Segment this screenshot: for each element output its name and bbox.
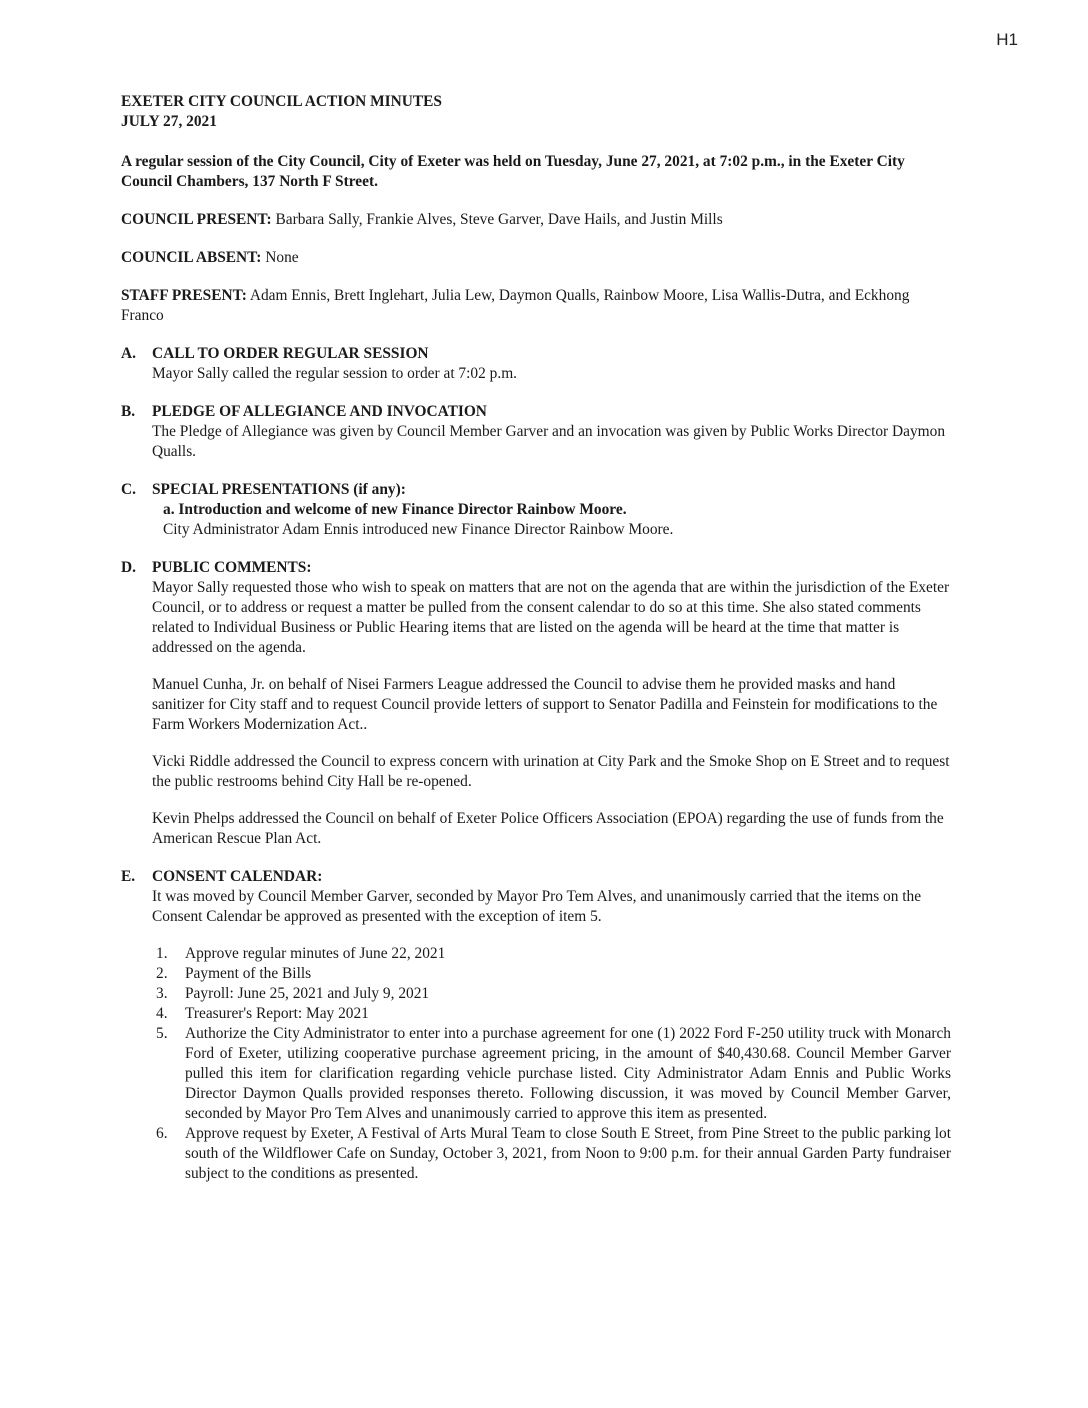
public-comment-paragraph: Vicki Riddle addressed the Council to express concern with urination at City Park and the Smoke Shop on E Street and to request the public restrooms behind City Hall be re-opened. — [152, 753, 950, 790]
section-e-body — [152, 887, 951, 1184]
list-item-text: Payment of the Bills — [185, 965, 312, 982]
section-a-heading: CALL TO ORDER REGULAR SESSION — [152, 345, 429, 362]
minutes-document — [121, 92, 951, 1184]
session-intro: A regular session of the City Council, City of Exeter was held on Tuesday, June 27, 2021, at 7:02 p.m., in the Exeter City Council Chambers, 137 North F Street. — [121, 153, 905, 190]
staff-present-value: Adam Ennis, Brett Inglehart, Julia Lew, Daymon Qualls, Rainbow Moore, Lisa Wallis-Dutra, and Eckhong Franco — [121, 287, 910, 324]
section-d-heading: PUBLIC COMMENTS: — [152, 559, 312, 576]
section-b — [121, 402, 951, 462]
list-item-number: 6. — [156, 1125, 168, 1142]
section-e — [121, 867, 951, 1184]
section-b-heading: PLEDGE OF ALLEGIANCE AND INVOCATION — [152, 403, 487, 420]
list-item — [152, 944, 951, 964]
council-absent-value: None — [265, 249, 299, 266]
list-item-number: 1. — [156, 945, 168, 962]
list-item — [152, 1024, 951, 1124]
section-d — [121, 558, 951, 849]
council-present-value: Barbara Sally, Frankie Alves, Steve Garver, Dave Hails, and Justin Mills — [275, 211, 723, 228]
section-c-body — [152, 500, 951, 540]
list-item — [152, 1004, 951, 1024]
section-c-subitem-body: City Administrator Adam Ennis introduced new Finance Director Rainbow Moore. — [163, 521, 674, 538]
list-item-number: 2. — [156, 965, 168, 982]
council-present — [121, 210, 951, 230]
consent-calendar-motion: It was moved by Council Member Garver, seconded by Mayor Pro Tem Alves, and unanimously carried that the items on the Consent Calendar be approved as presented with the exception of item 5. — [152, 888, 922, 925]
section-b-letter: B. — [121, 403, 136, 420]
page-label: H1 — [996, 30, 1018, 49]
list-item-text: Payroll: June 25, 2021 and July 9, 2021 — [185, 985, 430, 1002]
list-item-text: Authorize the City Administrator to enter into a purchase agreement for one (1) 2022 Ford F-250 utility truck with Monarch Ford of Exeter, utilizing cooperative purchase agreement pricing, in the amount of $40,430.68. Council Member Garver pulled this item for clarification regarding vehicle purchase listed. City Administrator Adam Ennis and Public Works Director Daymon Qualls provided responses thereto. Following discussion, it was moved by Council Member Garver, seconded by Mayor Pro Tem Alves and unanimously carried to approve this item as presented. — [185, 1025, 951, 1122]
section-c — [121, 480, 951, 540]
council-absent — [121, 248, 951, 268]
staff-present-label: STAFF PRESENT: — [121, 287, 247, 304]
section-b-body: The Pledge of Allegiance was given by Council Member Garver and an invocation was given by Public Works Director Daymon Qualls. — [152, 423, 946, 460]
section-c-subitem-title: a. Introduction and welcome of new Finance Director Rainbow Moore. — [163, 501, 627, 518]
section-d-body — [152, 578, 951, 849]
list-item-number: 3. — [156, 985, 168, 1002]
list-item-text: Treasurer's Report: May 2021 — [185, 1005, 369, 1022]
section-a — [121, 344, 951, 384]
public-comment-paragraph: Kevin Phelps addressed the Council on behalf of Exeter Police Officers Association (EPOA) regarding the use of funds from the American Rescue Plan Act. — [152, 810, 944, 847]
list-item — [152, 984, 951, 1004]
section-c-letter: C. — [121, 481, 136, 498]
title-line-1: EXETER CITY COUNCIL ACTION MINUTES — [121, 93, 442, 110]
section-d-letter: D. — [121, 559, 136, 576]
list-item-number: 4. — [156, 1005, 168, 1022]
section-e-letter: E. — [121, 868, 136, 885]
section-a-body: Mayor Sally called the regular session to order at 7:02 p.m. — [152, 365, 518, 382]
section-c-heading: SPECIAL PRESENTATIONS (if any): — [152, 481, 406, 498]
document-title — [121, 92, 951, 132]
section-a-letter: A. — [121, 345, 136, 362]
staff-present — [121, 286, 951, 326]
list-item — [152, 964, 951, 984]
council-absent-label: COUNCIL ABSENT: — [121, 249, 262, 266]
title-line-2: JULY 27, 2021 — [121, 113, 217, 130]
list-item-number: 5. — [156, 1025, 168, 1042]
list-item — [152, 1124, 951, 1184]
council-present-label: COUNCIL PRESENT: — [121, 211, 272, 228]
list-item-text: Approve regular minutes of June 22, 2021 — [185, 945, 446, 962]
consent-calendar-list — [152, 944, 951, 1184]
list-item-text: Approve request by Exeter, A Festival of Arts Mural Team to close South E Street, from Pine Street to the public parking lot south of the Wildflower Cafe on Sunday, October 3, 2021, from Noon to 9:00 p.m. for their annual Garden Party fundraiser subject to the conditions as presented. — [185, 1125, 951, 1182]
section-e-heading: CONSENT CALENDAR: — [152, 868, 323, 885]
public-comment-paragraph: Mayor Sally requested those who wish to speak on matters that are not on the agenda that are within the jurisdiction of the Exeter Council, or to address or request a matter be pulled from the consent calendar to do so at this time. She also stated comments related to Individual Business or Public Hearing items that are listed on the agenda will be heard at the time that matter is addressed on the agenda. — [152, 579, 950, 656]
public-comment-paragraph: Manuel Cunha, Jr. on behalf of Nisei Farmers League addressed the Council to advise them he provided masks and hand sanitizer for City staff and to request Council provide letters of support to Senator Padilla and Feinstein for modifications to the Farm Workers Modernization Act.. — [152, 676, 938, 733]
